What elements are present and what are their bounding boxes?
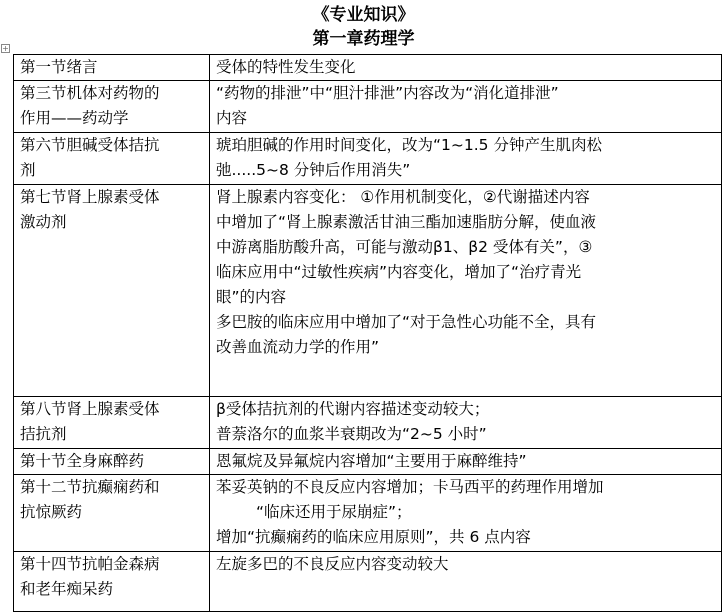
table-row [14,449,722,475]
chapter-title: 第一章药理学 [312,29,415,49]
table-row [14,81,722,133]
content-cell: β受体拮抗剂的代谢内容描述变动较大； 普萘洛尔的血浆半衰期改为“2~5 小时” [210,397,722,449]
content-cell: “药物的排泄”中“胆汁排泄”内容改为“消化道排泄” 内容 [210,81,722,133]
table-row [14,397,722,449]
section-cell: 第八节肾上腺素受体 拮抗剂 [14,397,210,449]
content-cell: 受体的特性发生变化 [210,55,722,81]
section-cell: 第一节绪言 [14,55,210,81]
section-cell: 第十二节抗癫痫药和 抗惊厥药 [14,475,210,552]
table-row [14,475,722,552]
content-cell: 左旋多巴的不良反应内容变动较大 [210,552,722,612]
content-cell: 肾上腺素内容变化： ①作用机制变化，②代谢描述内容 中增加了“肾上腺素激活甘油三酯加速脂肪分解，使血液 中游离脂肪酸升高，可能与激动β1、β2 受体有关”，③ 临床应用中“过敏性疾病”内容变化，增加了“治疗青光 眼”的内容 多巴胺的临床应用中增加了“对于急性心功能不全，具有 改善血流动力学的作用” [210,185,722,397]
table-move-handle-icon[interactable]: + [2,44,9,53]
table-row [14,185,722,397]
section-cell: 第三节机体对药物的 作用——药动学 [14,81,210,133]
table-row [14,133,722,185]
section-cell: 第六节胆碱受体拮抗 剂 [14,133,210,185]
section-cell: 第十节全身麻醉药 [14,449,210,475]
table-row [14,552,722,612]
table-row [14,55,722,81]
section-cell: 第七节肾上腺素受体 激动剂 [14,185,210,397]
content-cell: 恩氟烷及异氟烷内容增加“主要用于麻醉维持” [210,449,722,475]
section-cell: 第十四节抗帕金森病 和老年痴呆药 [14,552,210,612]
document-title: 《专业知识》 [312,5,415,25]
changes-table [13,54,722,612]
content-cell: 琥珀胆碱的作用时间变化，改为“1~1.5 分钟产生肌肉松 弛.....5~8 分钟后作用消失” [210,133,722,185]
content-cell: 苯妥英钠的不良反应内容增加；卡马西平的药理作用增加 “临床还用于尿崩症”； 增加“抗癫痫药的临床应用原则”，共 6 点内容 [210,475,722,552]
